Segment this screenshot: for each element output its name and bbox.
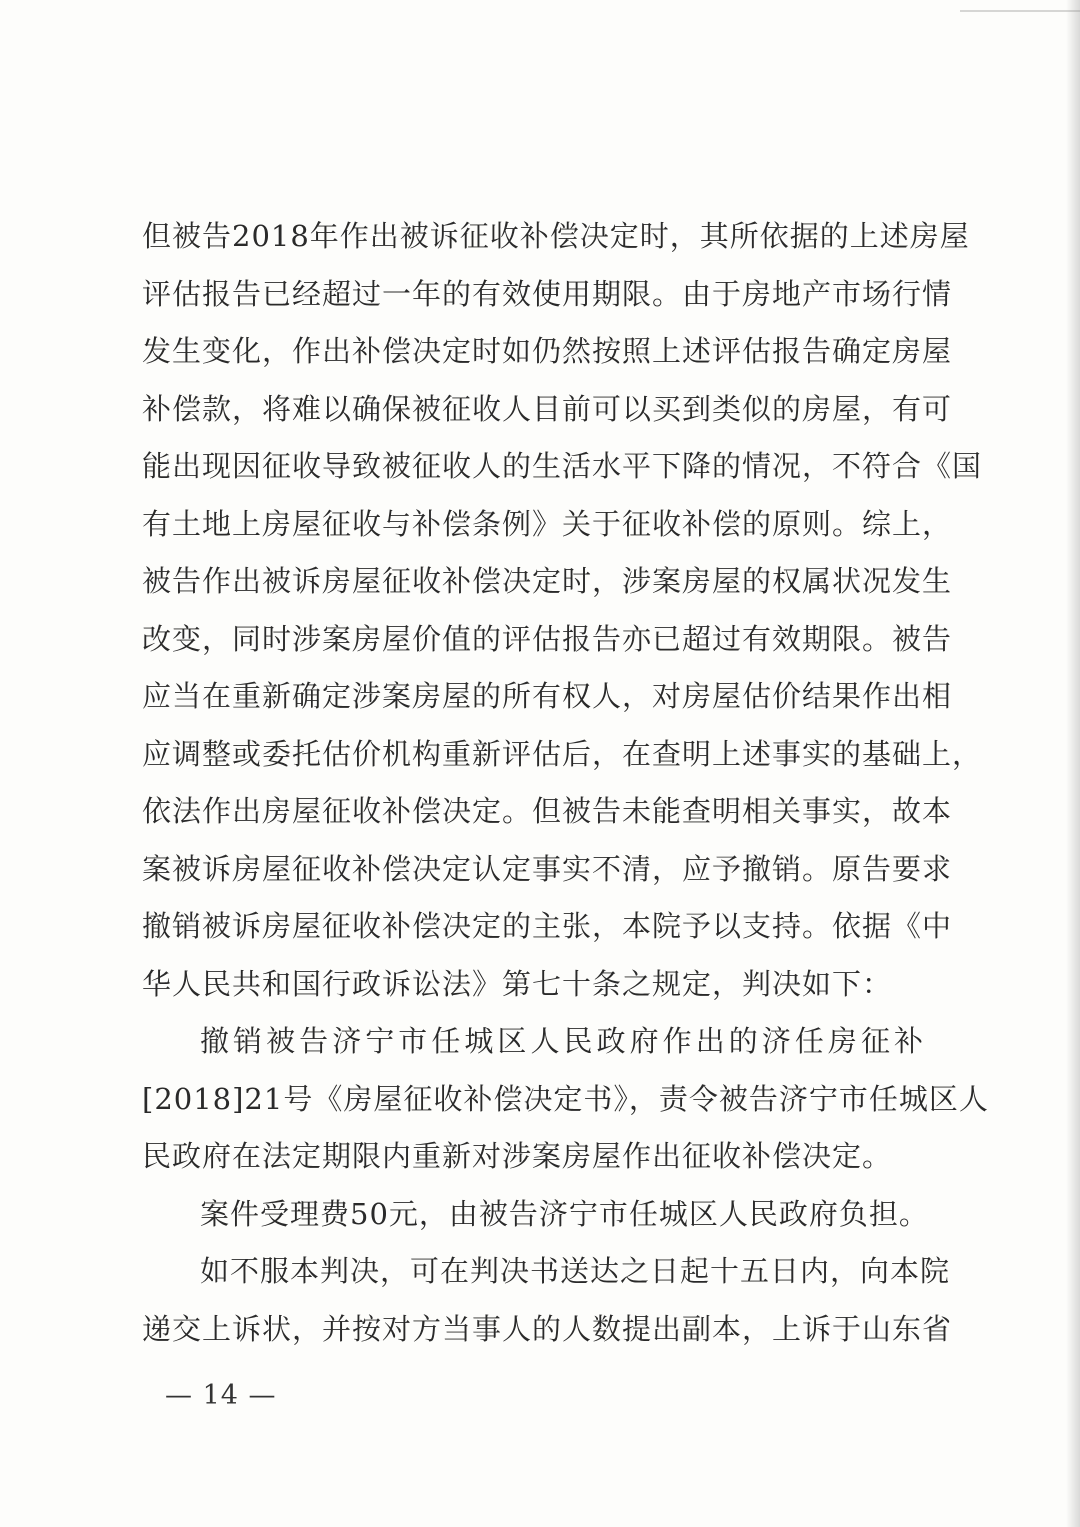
text-line: 撤销被告济宁市任城区人民政府作出的济任房征补 — [200, 1024, 924, 1058]
scan-edge-shadow — [1066, 0, 1080, 1527]
text-line: 发生变化，作出补偿决定时如仍然按照上述评估报告确定房屋 — [142, 334, 953, 368]
text-line: 评估报告已经超过一年的有效使用期限。由于房地产市场行情 — [142, 276, 953, 311]
body-text — [142, 208, 989, 1358]
text-line: 华人民共和国行政诉讼法》第七十条之规定，判决如下： — [142, 966, 893, 1001]
text-line: 应当在重新确定涉案房屋的所有权人，对房屋估价结果作出相 — [142, 679, 953, 713]
text-line: 有土地上房屋征收与补偿条例》关于征收补偿的原则。综上， — [142, 506, 953, 541]
text-line: 如不服本判决，可在判决书送达之日起十五日内，向本院 — [200, 1254, 951, 1288]
text-line: 民政府在法定期限内重新对涉案房屋作出征收补偿决定。 — [142, 1139, 893, 1173]
scan-edge-mark — [960, 10, 1080, 12]
text-line: 改变，同时涉案房屋价值的评估报告亦已超过有效期限。被告 — [142, 621, 953, 656]
text-line: 被告作出被诉房屋征收补偿决定时，涉案房屋的权属状况发生 — [142, 564, 953, 598]
text-line: 案被诉房屋征收补偿决定认定事实不清，应予撤销。原告要求 — [142, 851, 953, 886]
text-line: 但被告2018年作出被诉征收补偿决定时，其所依据的上述房屋 — [142, 219, 970, 253]
text-line: 案件受理费50元，由被告济宁市任城区人民政府负担。 — [200, 1196, 929, 1231]
text-line: 补偿款，将难以确保被征收人目前可以买到类似的房屋，有可 — [142, 391, 953, 426]
text-line: 递交上诉状，并按对方当事人的人数提出副本，上诉于山东省 — [142, 1311, 953, 1346]
text-line: 依法作出房屋征收补偿决定。但被告未能查明相关事实，故本 — [142, 794, 953, 828]
text-line: 撤销被诉房屋征收补偿决定的主张，本院予以支持。依据《中 — [142, 909, 953, 943]
page-number: — 14 — — [165, 1380, 277, 1411]
text-line: 能出现因征收导致被征收人的生活水平下降的情况，不符合《国 — [142, 449, 983, 483]
text-line: [2018]21号《房屋征收补偿决定书》，责令被告济宁市任城区人 — [142, 1081, 989, 1116]
text-line: 应调整或委托估价机构重新评估后，在查明上述事实的基础上， — [142, 736, 983, 771]
